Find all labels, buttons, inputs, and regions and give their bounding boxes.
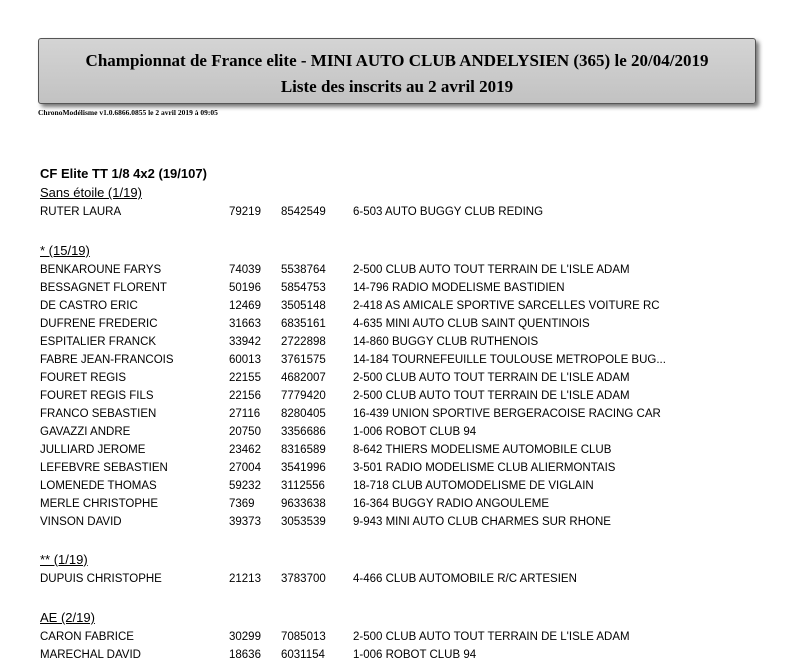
entrant-name: FABRE JEAN-FRANCOIS [40,354,174,366]
transponder-number: 6835161 [281,318,326,330]
club-name: 9-943 MINI AUTO CLUB CHARMES SUR RHONE [353,516,611,528]
transponder-number: 7779420 [281,390,326,402]
entrant-name: MARECHAL DAVID [40,649,141,661]
license-number: 27116 [229,408,261,420]
license-number: 74039 [229,264,261,276]
transponder-number: 8280405 [281,408,326,420]
header-banner [38,38,756,104]
license-number: 30299 [229,631,261,643]
transponder-number: 3112556 [281,480,325,492]
club-name: 2-500 CLUB AUTO TOUT TERRAIN DE L'ISLE ADAM [353,372,630,384]
entrant-name: MERLE CHRISTOPHE [40,498,159,510]
club-name: 1-006 ROBOT CLUB 94 [353,426,477,438]
club-name: 1-006 ROBOT CLUB 94 [353,649,477,661]
club-name: 4-466 CLUB AUTOMOBILE R/C ARTESIEN [353,573,577,585]
document-title: Championnat de France elite - MINI AUTO CLUB ANDELYSIEN (365) le 20/04/2019 [85,51,709,70]
transponder-number: 6031154 [281,649,325,661]
transponder-number: 7085013 [281,631,326,643]
transponder-number: 3541996 [281,462,326,474]
entrant-name: CARON FABRICE [40,631,134,643]
entrant-name: DUPUIS CHRISTOPHE [40,573,162,585]
club-name: 4-635 MINI AUTO CLUB SAINT QUENTINOIS [353,318,590,330]
club-name: 16-364 BUGGY RADIO ANGOULEME [353,498,549,510]
transponder-number: 8316589 [281,444,326,456]
license-number: 50196 [229,282,261,294]
license-number: 23462 [229,444,261,456]
transponder-number: 9633638 [281,498,326,510]
entrant-name: FOURET REGIS FILS [40,390,154,402]
license-number: 31663 [229,318,261,330]
license-number: 27004 [229,462,261,474]
club-name: 6-503 AUTO BUGGY CLUB REDING [353,206,544,218]
transponder-number: 3505148 [281,300,326,312]
software-version: ChronoModélisme v1.0.6866.0855 le 2 avril 2019 à 09:05 [38,108,218,117]
club-name: 2-500 CLUB AUTO TOUT TERRAIN DE L'ISLE ADAM [353,390,630,402]
entrant-name: LEFEBVRE SEBASTIEN [40,462,168,474]
category-title: CF Elite TT 1/8 4x2 (19/107) [40,166,207,181]
entrant-name: LOMENEDE THOMAS [40,480,157,492]
transponder-number: 3053539 [281,516,326,528]
license-number: 22156 [229,390,261,402]
transponder-number: 3761575 [281,354,326,366]
club-name: 14-860 BUGGY CLUB RUTHENOIS [353,336,539,348]
club-name: 14-184 TOURNEFEUILLE TOULOUSE METROPOLE BUG... [353,354,666,366]
entrant-name: ESPITALIER FRANCK [40,336,157,348]
transponder-number: 8542549 [281,206,326,218]
license-number: 79219 [229,206,261,218]
entrant-name: DE CASTRO ERIC [40,300,138,312]
entrant-name: RUTER LAURA [40,206,122,218]
document-subtitle: Liste des inscrits au 2 avril 2019 [280,77,514,96]
license-number: 39373 [229,516,261,528]
club-name: 2-500 CLUB AUTO TOUT TERRAIN DE L'ISLE ADAM [353,264,630,276]
club-name: 3-501 RADIO MODELISME CLUB ALIERMONTAIS [353,462,616,474]
transponder-number: 2722898 [281,336,326,348]
club-name: 18-718 CLUB AUTOMODELISME DE VIGLAIN [353,480,594,492]
license-number: 60013 [229,354,261,366]
entrant-name: VINSON DAVID [40,516,122,528]
club-name: 16-439 UNION SPORTIVE BERGERACOISE RACING CAR [353,408,661,420]
license-number: 12469 [229,300,261,312]
entrant-name: FOURET REGIS [40,372,127,384]
club-name: 8-642 THIERS MODELISME AUTOMOBILE CLUB [353,444,612,456]
group-title: Sans étoile (1/19) [40,185,142,200]
entrant-name: FRANCO SEBASTIEN [40,408,157,420]
license-number: 59232 [229,480,261,492]
entrant-name: BENKAROUNE FARYS [40,264,162,276]
entrant-name: DUFRENE FREDERIC [40,318,158,330]
club-name: 2-500 CLUB AUTO TOUT TERRAIN DE L'ISLE ADAM [353,631,630,643]
transponder-number: 5854753 [281,282,326,294]
group-title: * (15/19) [40,243,90,258]
club-name: 2-418 AS AMICALE SPORTIVE SARCELLES VOITURE RC [353,300,660,312]
club-name: 14-796 RADIO MODELISME BASTIDIEN [353,282,565,294]
entrant-name: GAVAZZI ANDRE [40,426,131,438]
transponder-number: 3783700 [281,573,326,585]
license-number: 18636 [229,649,261,661]
group-title: ** (1/19) [40,552,88,567]
transponder-number: 3356686 [281,426,326,438]
license-number: 7369 [229,498,255,510]
transponder-number: 5538764 [281,264,326,276]
license-number: 22155 [229,372,261,384]
transponder-number: 4682007 [281,372,326,384]
group-title: AE (2/19) [40,610,95,625]
entrant-name: JULLIARD JEROME [40,444,146,456]
license-number: 20750 [229,426,261,438]
entrant-name: BESSAGNET FLORENT [40,282,167,294]
license-number: 33942 [229,336,261,348]
license-number: 21213 [229,573,261,585]
